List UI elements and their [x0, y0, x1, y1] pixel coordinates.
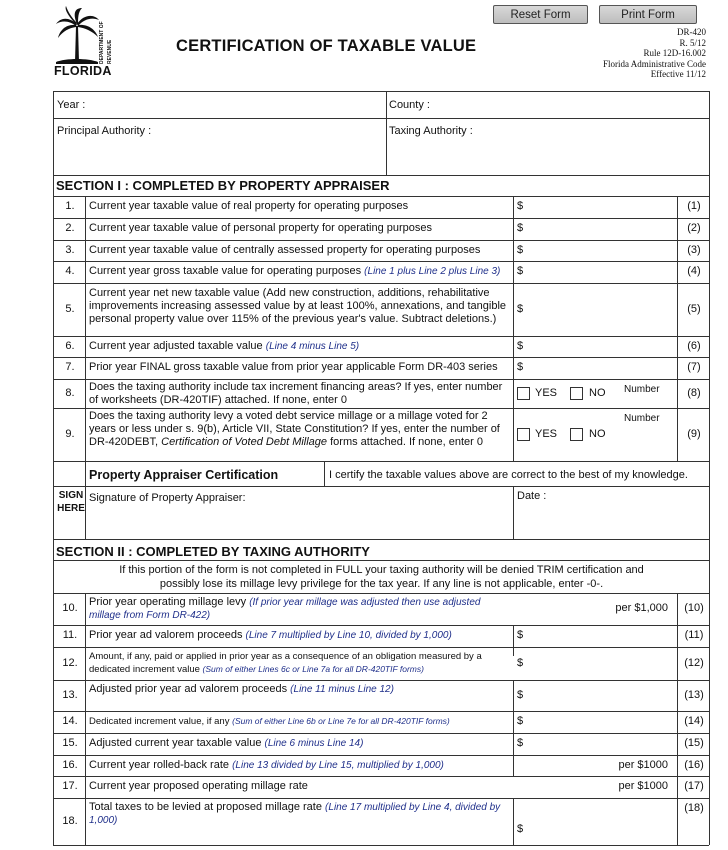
- rule-line: [53, 240, 709, 241]
- line-ref: (5): [687, 302, 701, 315]
- date-field[interactable]: Date :: [517, 490, 547, 502]
- line-label: Current year proposed operating millage rate: [89, 780, 308, 792]
- taxing-authority-label: Taxing Authority :: [389, 125, 473, 137]
- rule-line: [53, 336, 709, 337]
- signature-field[interactable]: Signature of Property Appraiser:: [89, 492, 246, 504]
- section2-intro-line2: possibly lose its millage levy privilege for the tax year. If any line is not applicable, enter -0-.: [159, 578, 604, 590]
- line-ref: (1): [687, 200, 701, 212]
- line-ref: (10): [684, 602, 704, 614]
- line-note: (Sum of either Lines 6c or Line 7a for all DR-420TIF forms): [202, 664, 424, 674]
- line-label: Current year taxable value of centrally assessed property for operating purposes: [89, 243, 481, 256]
- line-label: Current year rolled-back rate: [89, 758, 230, 771]
- form-code: Florida Administrative Code: [603, 58, 706, 69]
- rule-line: [53, 755, 709, 756]
- section1-title: SECTION I : COMPLETED BY PROPERTY APPRAISER: [56, 178, 390, 193]
- line-number: 1.: [65, 200, 75, 212]
- millage-field[interactable]: per $1000: [618, 758, 668, 771]
- rule-line: [53, 461, 709, 462]
- line-text: [89, 410, 509, 449]
- millage-field[interactable]: per $1,000: [615, 602, 668, 614]
- yes-checkbox[interactable]: [517, 428, 530, 441]
- rule-line: [53, 733, 709, 734]
- line-note: (Line 7 multiplied by Line 10, divided by 1,000): [245, 630, 452, 641]
- form-effective: Effective 11/12: [650, 69, 706, 80]
- rule-line: [53, 91, 54, 845]
- line-number: 6.: [65, 339, 75, 352]
- line-text: [89, 222, 509, 235]
- rule-line: [53, 379, 709, 380]
- print-form-button[interactable]: Print Form: [599, 5, 697, 24]
- line-ref: (9): [687, 427, 701, 440]
- line-note: (Sum of either Line 6b or Line 7e for all DR-420TIF forms): [232, 716, 450, 726]
- line-ref: (11): [684, 629, 704, 641]
- line-number: 15.: [62, 737, 78, 749]
- line-number: 8.: [65, 386, 75, 399]
- dollar-field[interactable]: $: [517, 339, 524, 352]
- line-number: 2.: [65, 222, 75, 234]
- line-label: Does the taxing authority include tax increment financing areas? If yes, enter number of worksheets (DR-420TIF) attached. If none, enter 0: [89, 381, 503, 406]
- yes-label: YES: [535, 386, 558, 399]
- line-number: 12.: [62, 656, 78, 669]
- line-ref: (15): [684, 737, 704, 749]
- no-label: NO: [589, 427, 606, 440]
- line-number: 4.: [65, 265, 75, 277]
- line-label: Adjusted current year taxable value: [89, 737, 262, 749]
- line-note: (Line 4 minus Line 5): [265, 340, 360, 352]
- rule-line: [53, 283, 709, 284]
- line-text: [89, 381, 509, 407]
- line-label: forms attached. If none, enter 0: [327, 436, 483, 448]
- rule-line: [513, 486, 514, 539]
- line-number: 14.: [62, 715, 78, 727]
- line-text: [89, 780, 509, 793]
- line-text: [89, 683, 509, 696]
- line-label: Current year adjusted taxable value: [89, 339, 263, 352]
- yes-label: YES: [535, 427, 558, 440]
- line-label: Adjusted prior year ad valorem proceeds: [89, 683, 288, 695]
- line-label: Total taxes to be levied at proposed millage rate: [89, 801, 322, 813]
- line-text: [89, 244, 509, 257]
- line-text: [89, 596, 509, 622]
- section2-intro-line1: If this portion of the form is not completed in FULL your taxing authority will be denied TRIM certification and: [119, 564, 644, 576]
- dept-label: DEPARTMENT OF REVENUE: [99, 21, 113, 64]
- rule-line: [53, 539, 709, 540]
- line-ref: (13): [684, 688, 704, 701]
- line-number: 16.: [62, 758, 78, 771]
- rule-line: [53, 776, 709, 777]
- rule-line: [53, 91, 709, 92]
- line-label: Current year taxable value of real property for operating purposes: [89, 200, 409, 212]
- line-text: [89, 737, 509, 750]
- line-ref: (4): [687, 265, 701, 277]
- line-number: 10.: [62, 602, 78, 614]
- rule-line: [53, 647, 709, 648]
- dollar-field[interactable]: $: [517, 823, 524, 835]
- line-number: 7.: [65, 361, 75, 373]
- line-text: [89, 715, 509, 728]
- number-field[interactable]: Number: [624, 413, 660, 424]
- sign-label: SIGN: [58, 490, 84, 501]
- rule-line: [53, 593, 709, 594]
- dollar-field[interactable]: $: [517, 715, 524, 727]
- line-text: [89, 801, 509, 827]
- rule-line: [53, 711, 709, 712]
- dollar-field[interactable]: $: [517, 688, 524, 701]
- line-text: [89, 629, 509, 642]
- line-label: Prior year FINAL gross taxable value from prior year applicable Form DR-403 series: [89, 361, 498, 373]
- rule-line: [513, 625, 514, 656]
- rule-line: [53, 845, 709, 846]
- line-ref: (17): [684, 780, 704, 792]
- line-label: Certification of Voted Debt Millage: [161, 436, 328, 448]
- line-number: 5.: [65, 302, 75, 315]
- certification-title: Property Appraiser Certification: [89, 468, 279, 482]
- dollar-field[interactable]: $: [517, 629, 524, 641]
- dollar-field[interactable]: $: [517, 361, 524, 373]
- rule-line: [53, 560, 709, 561]
- line-ref: (8): [687, 386, 701, 399]
- dollar-field[interactable]: $: [517, 200, 524, 212]
- form-revision: R. 5/12: [679, 37, 706, 48]
- number-field[interactable]: Number: [624, 384, 660, 395]
- rule-line: [324, 461, 325, 486]
- certification-statement: I certify the taxable values above are correct to the best of my knowledge.: [329, 469, 688, 481]
- county-label: County :: [389, 99, 430, 111]
- line-label: Current year gross taxable value for operating purposes: [89, 265, 362, 277]
- line-number: 11.: [62, 629, 78, 641]
- yes-checkbox[interactable]: [517, 387, 530, 400]
- line-ref: (12): [684, 656, 704, 669]
- line-label: Prior year operating millage levy: [89, 596, 247, 608]
- no-checkbox[interactable]: [570, 387, 583, 400]
- line-label: Amount, if any, paid or applied in prior year as a consequence of an obligation measured by a dedicated increment value: [89, 651, 482, 675]
- rule-line: [53, 357, 709, 358]
- line-note: (Line 17 multiplied by Line 4, divided by 1,000): [89, 802, 501, 826]
- rule-line: [513, 798, 514, 845]
- line-number: 3.: [65, 243, 75, 256]
- line-ref: (6): [687, 339, 701, 352]
- principal-authority-label: Principal Authority :: [57, 125, 152, 137]
- dollar-field[interactable]: $: [517, 737, 524, 749]
- line-number: 17.: [62, 780, 78, 792]
- millage-field[interactable]: per $1000: [618, 780, 668, 792]
- rule-line: [85, 196, 86, 461]
- line-text: [89, 200, 509, 213]
- no-label: NO: [589, 386, 606, 399]
- line-ref: (2): [687, 222, 701, 234]
- rule-line: [53, 625, 709, 626]
- line-label: Does the taxing authority levy a voted debt service millage or a millage voted for 2 years or less under s. 9(b), Article VII, State Constitution? If yes, enter the number of DR-420DEBT,: [89, 410, 500, 448]
- line-note: (Line 11 minus Line 12): [290, 684, 394, 695]
- rule-line: [53, 798, 709, 799]
- line-label: Current year taxable value of personal property for operating purposes: [89, 222, 433, 234]
- line-ref: (16): [684, 758, 704, 771]
- rule-line: [386, 91, 387, 175]
- section2-title: SECTION II : COMPLETED BY TAXING AUTHORITY: [56, 544, 370, 559]
- line-note: (Line 13 divided by Line 15, multiplied by 1,000): [232, 759, 444, 771]
- line-ref: (18): [684, 802, 704, 814]
- line-number: 18.: [62, 814, 78, 827]
- form-meta: [603, 27, 706, 80]
- dollar-field[interactable]: $: [517, 656, 524, 669]
- rule-line: [709, 91, 710, 845]
- rule-line: [53, 680, 709, 681]
- line-label: Prior year ad valorem proceeds: [89, 629, 243, 641]
- rule-line: [513, 680, 514, 776]
- year-label: Year :: [57, 99, 86, 111]
- line-label: Dedicated increment value, if any: [89, 716, 230, 727]
- rule-line: [53, 486, 709, 487]
- line-number: 13.: [62, 688, 78, 701]
- rule-line: [677, 593, 678, 845]
- rule-line: [53, 408, 709, 409]
- line-text: [89, 340, 509, 353]
- form-rule: Rule 12D-16.002: [643, 48, 706, 59]
- reset-form-button[interactable]: Reset Form: [493, 5, 588, 24]
- line-text: [89, 287, 509, 326]
- dollar-field[interactable]: $: [517, 265, 524, 277]
- line-note: (Line 6 minus Line 14): [264, 738, 364, 749]
- rule-line: [53, 196, 709, 197]
- florida-dor-logo: [54, 6, 113, 78]
- line-text: [89, 361, 509, 374]
- line-text: [89, 650, 509, 676]
- line-note: (If prior year millage was adjusted then use adjusted millage from Form DR-422): [89, 597, 481, 621]
- line-ref: (3): [687, 243, 701, 256]
- no-checkbox[interactable]: [570, 428, 583, 441]
- rule-line: [53, 218, 709, 219]
- logo-state-label: FLORIDA: [54, 64, 112, 78]
- rule-line: [53, 175, 709, 176]
- dollar-field[interactable]: $: [517, 243, 524, 256]
- line-note: (Line 1 plus Line 2 plus Line 3): [364, 266, 501, 277]
- dollar-field[interactable]: $: [517, 302, 524, 315]
- line-text: [89, 265, 509, 278]
- line-number: 9.: [65, 427, 75, 440]
- here-label: HERE: [57, 503, 85, 514]
- form-title: CERTIFICATION OF TAXABLE VALUE: [176, 37, 477, 55]
- rule-line: [677, 196, 678, 461]
- rule-line: [85, 461, 86, 539]
- line-text: [89, 759, 509, 772]
- rule-line: [85, 593, 86, 845]
- rule-line: [513, 196, 514, 461]
- rule-line: [53, 118, 709, 119]
- form-number: DR-420: [677, 27, 706, 37]
- line-ref: (7): [687, 361, 701, 373]
- rule-line: [53, 261, 709, 262]
- line-ref: (14): [684, 715, 704, 727]
- line-label: Current year net new taxable value (Add new construction, additions, rehabilitative improvements increasing assessed value by at least 100%, annexations, and tangible personal property value over 115% of the previous year's value. Subtract deletions.): [89, 287, 507, 325]
- dollar-field[interactable]: $: [517, 222, 524, 234]
